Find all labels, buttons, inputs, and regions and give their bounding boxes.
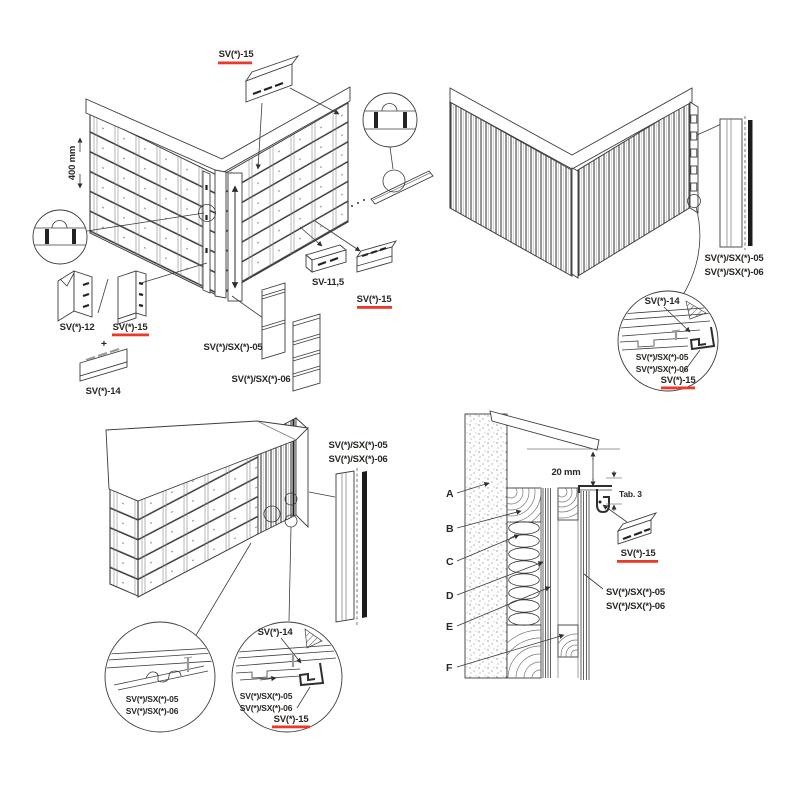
figure1-part-sv15-right: [357, 241, 396, 272]
figure2-corner-seam: [572, 168, 578, 278]
figure3-detail-right-label-p06: SV(*)/SX(*)-06: [239, 703, 293, 713]
figure1-plus-sign: +: [100, 338, 108, 350]
figure3-wall-with-vertical-section: [105, 418, 388, 732]
figure1-label-panel06: SV(*)/SX(*)-06: [231, 374, 291, 385]
figure1-dimension-400mm: [67, 138, 80, 188]
figure3-detail-circle-right: [232, 622, 342, 732]
figure3-leader-right-circle: [289, 527, 291, 621]
figure1-part-sv115: [306, 245, 346, 272]
figure1-corner-trim: [203, 170, 242, 301]
figure3-detail-circle-left: [105, 622, 215, 732]
figure1-part-sv12: [58, 271, 92, 321]
figure4-label-20mm: 20 mm: [551, 467, 581, 478]
figure4-leader-sv15: [603, 505, 627, 522]
figure3-detail-right-underline-sv15: [272, 726, 310, 729]
figure1-label-sv15-right: SV(*)-15: [356, 294, 392, 305]
figure4-masonry-wall: [465, 414, 507, 678]
figure4-label-sv15: SV(*)-15: [620, 548, 656, 559]
figure1-label-sv15-left: SV(*)-15: [112, 322, 148, 333]
figure1-callout-circle-right: [363, 93, 417, 169]
figure4-tab3-dimension: [606, 471, 642, 511]
figure1-leader-to-panels: [232, 296, 263, 318]
figure4-dimension-20mm: [551, 452, 593, 486]
figure1-panel-05: [262, 283, 285, 359]
figure1-label-panel05: SV(*)/SX(*)-05: [203, 342, 263, 353]
figure2-profile-strip: [720, 116, 753, 250]
figure3-profile-strip: [336, 468, 367, 625]
figure3-detail-right-label-p05: SV(*)/SX(*)-05: [239, 691, 293, 701]
figure4-key-F: F: [446, 662, 453, 674]
figure2-detail-underline-sv15: [661, 387, 695, 390]
figure1-underline-top-sv15: [218, 62, 252, 65]
figure2-leader-curve-strip: [697, 124, 721, 135]
dim-400mm-label: 400 mm: [67, 145, 78, 181]
figure2-label-panel05: SV(*)/SX(*)-05: [704, 253, 764, 264]
figure4-cross-section: [446, 411, 666, 726]
figure3-detail-left-label-p05: SV(*)/SX(*)-05: [125, 694, 179, 704]
figure2-detail-label-sv14: SV(*)-14: [644, 296, 680, 307]
figure3-label-panel06: SV(*)/SX(*)-06: [328, 454, 388, 465]
figure2-detail-label-p06: SV(*)/SX(*)-06: [635, 364, 689, 374]
figure4-key-E: E: [446, 621, 454, 633]
figure1-underline-sv15-left: [112, 334, 149, 337]
figure1-label-sv14: SV(*)-14: [85, 386, 121, 397]
figure4-label-tab3: Tab. 3: [619, 489, 642, 499]
figure1-slash-divider: [98, 279, 108, 313]
figure1-horizontal-framing-corner: [33, 49, 433, 397]
figure4-part-sv15: [618, 513, 656, 544]
figure1-panel-06: [293, 314, 320, 391]
figure2-detail-label-sv15: SV(*)-15: [660, 375, 696, 386]
figure3-detail-left-label-p06: SV(*)/SX(*)-06: [125, 706, 179, 716]
figure3-return-face: [110, 489, 138, 596]
figure2-leader-curve-detail: [683, 207, 700, 295]
figure1-label-sv12: SV(*)-12: [59, 322, 95, 333]
figure4-layer-panel: [581, 491, 589, 680]
figure2-detail-circle: [618, 291, 718, 391]
figure4-label-panel05: SV(*)/SX(*)-05: [606, 587, 665, 598]
figure3-leader-strip: [309, 492, 335, 497]
figure3-detail-right-label-sv14: SV(*)-14: [257, 627, 293, 638]
figure4-key-A: A: [446, 488, 454, 500]
figure3-detail-right-label-sv15: SV(*)-15: [273, 714, 309, 725]
figure1-label-sv115: SV-11,5: [312, 277, 344, 288]
figure2-corner-trim-ladder: [690, 102, 698, 213]
figure1-label-top-sv15: SV(*)-15: [218, 49, 254, 60]
figure4-label-panel06: SV(*)/SX(*)-06: [606, 601, 665, 612]
figure3-label-panel05: SV(*)/SX(*)-05: [328, 440, 388, 451]
figure2-vertical-siding-corner: [450, 88, 764, 391]
figure4-underline-sv15: [617, 560, 658, 563]
figure4-key-B: B: [446, 523, 454, 535]
figure1-batten-strip-diagonal: [351, 170, 433, 207]
figure4-layer-membrane: [543, 488, 551, 678]
figure4-key-C: C: [446, 556, 454, 568]
figure4-fastener-dot: [599, 501, 602, 504]
figure1-underline-sv15-right: [357, 306, 392, 309]
figure4-key-D: D: [446, 590, 454, 602]
figure2-label-panel06: SV(*)/SX(*)-06: [704, 267, 764, 278]
figure2-detail-label-p05: SV(*)/SX(*)-05: [635, 352, 689, 362]
figure1-part-sv14: [80, 349, 127, 381]
